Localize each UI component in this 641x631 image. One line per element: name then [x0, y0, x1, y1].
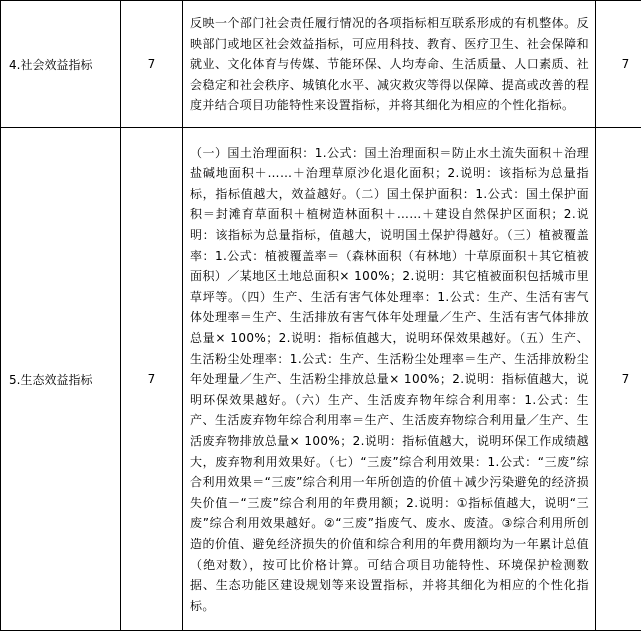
indicator-score-right: 7 — [596, 1, 641, 128]
indicator-description: 反映一个部门社会责任履行情况的各项指标相互联系形成的有机整体。反映部门或地区社会效益指标，可应用科技、教育、医疗卫生、社会保障和就业、文化体育与传媒、节能环保、人均寿命、生活质量、人口素质、社会稳定和社会秩序、城镇化水平、减灾救灾等得以保障、提高或改善的程度并结合项目功能特性来设置指标，并将其细化为相应的个性化指标。 — [183, 1, 596, 128]
indicator-name: 4.社会效益指标 — [1, 1, 121, 128]
table-row — [1, 1, 641, 128]
indicator-score-right: 7 — [596, 128, 641, 631]
indicator-name: 5.生态效益指标 — [1, 128, 121, 631]
indicator-score: 7 — [121, 128, 183, 631]
table-row — [1, 128, 641, 631]
indicator-description: （一）国土治理面积：1.公式：国土治理面积＝防止水土流失面积＋治理盐碱地面积＋……＋治理草原沙化退化面积；2.说明：该指标为总量指标，指标值越大，效益越好。（二）国土保护面积：1.公式：国土保护面积＝封滩育草面积＋植树造林面积＋……＋建设自然保护区面积；2.说明：该指标为总量指标，值越大，说明国土保护得越好。（三）植被覆盖率：1.公式：植被覆盖率＝（森林面积（有林地）十草原面积＋其它植被面积）／某地区土地总面积× 100%；2.说明：其它植被面积包括城市里草坪等。（四）生产、生活有害气体处理率：1.公式：生产、生活有害气体处理率＝生产、生活排放有害气体年处理量／生产、生活有害气体排放总量× 100%；2.说明：指标值越大，说明环保效果越好。（五）生产、生活粉尘处理率：1.公式：生产、生活粉尘处理率＝生产、生活排放粉尘年处理量／生产、生活粉尘排放总量× 100%；2.说明：指标值越大，说明环保效果越好。（六）生产、生活废弃物年综合利用率：1.公式：生产、生活废弃物年综合利用率＝生产、生活废弃物综合利用量／生产、生活废弃物排放总量× 100%；2.说明：指标值越大，说明环保工作成绩越大，废弃物利用效果好。（七）“三废”综合利用效果：1.公式：“三废”综合利用效果＝“三废”综合利用一年所创造的价值＋减少污染避免的经济损失价值－“三废”综合利用的年费用额；2.说明：①指标值越大，说明“三废”综合利用效果越好。②“三废”指废气、废水、废渣。③综合利用所创造的价值、避免经济损失的价值和综合利用的年费用额均为一年累计总值（绝对数），按可比价格计算。可结合项目功能特性、环境保护检测数据、生态功能区建设规划等来设置指标，并将其细化为相应的个性化指标。 — [183, 128, 596, 631]
indicator-score: 7 — [121, 1, 183, 128]
